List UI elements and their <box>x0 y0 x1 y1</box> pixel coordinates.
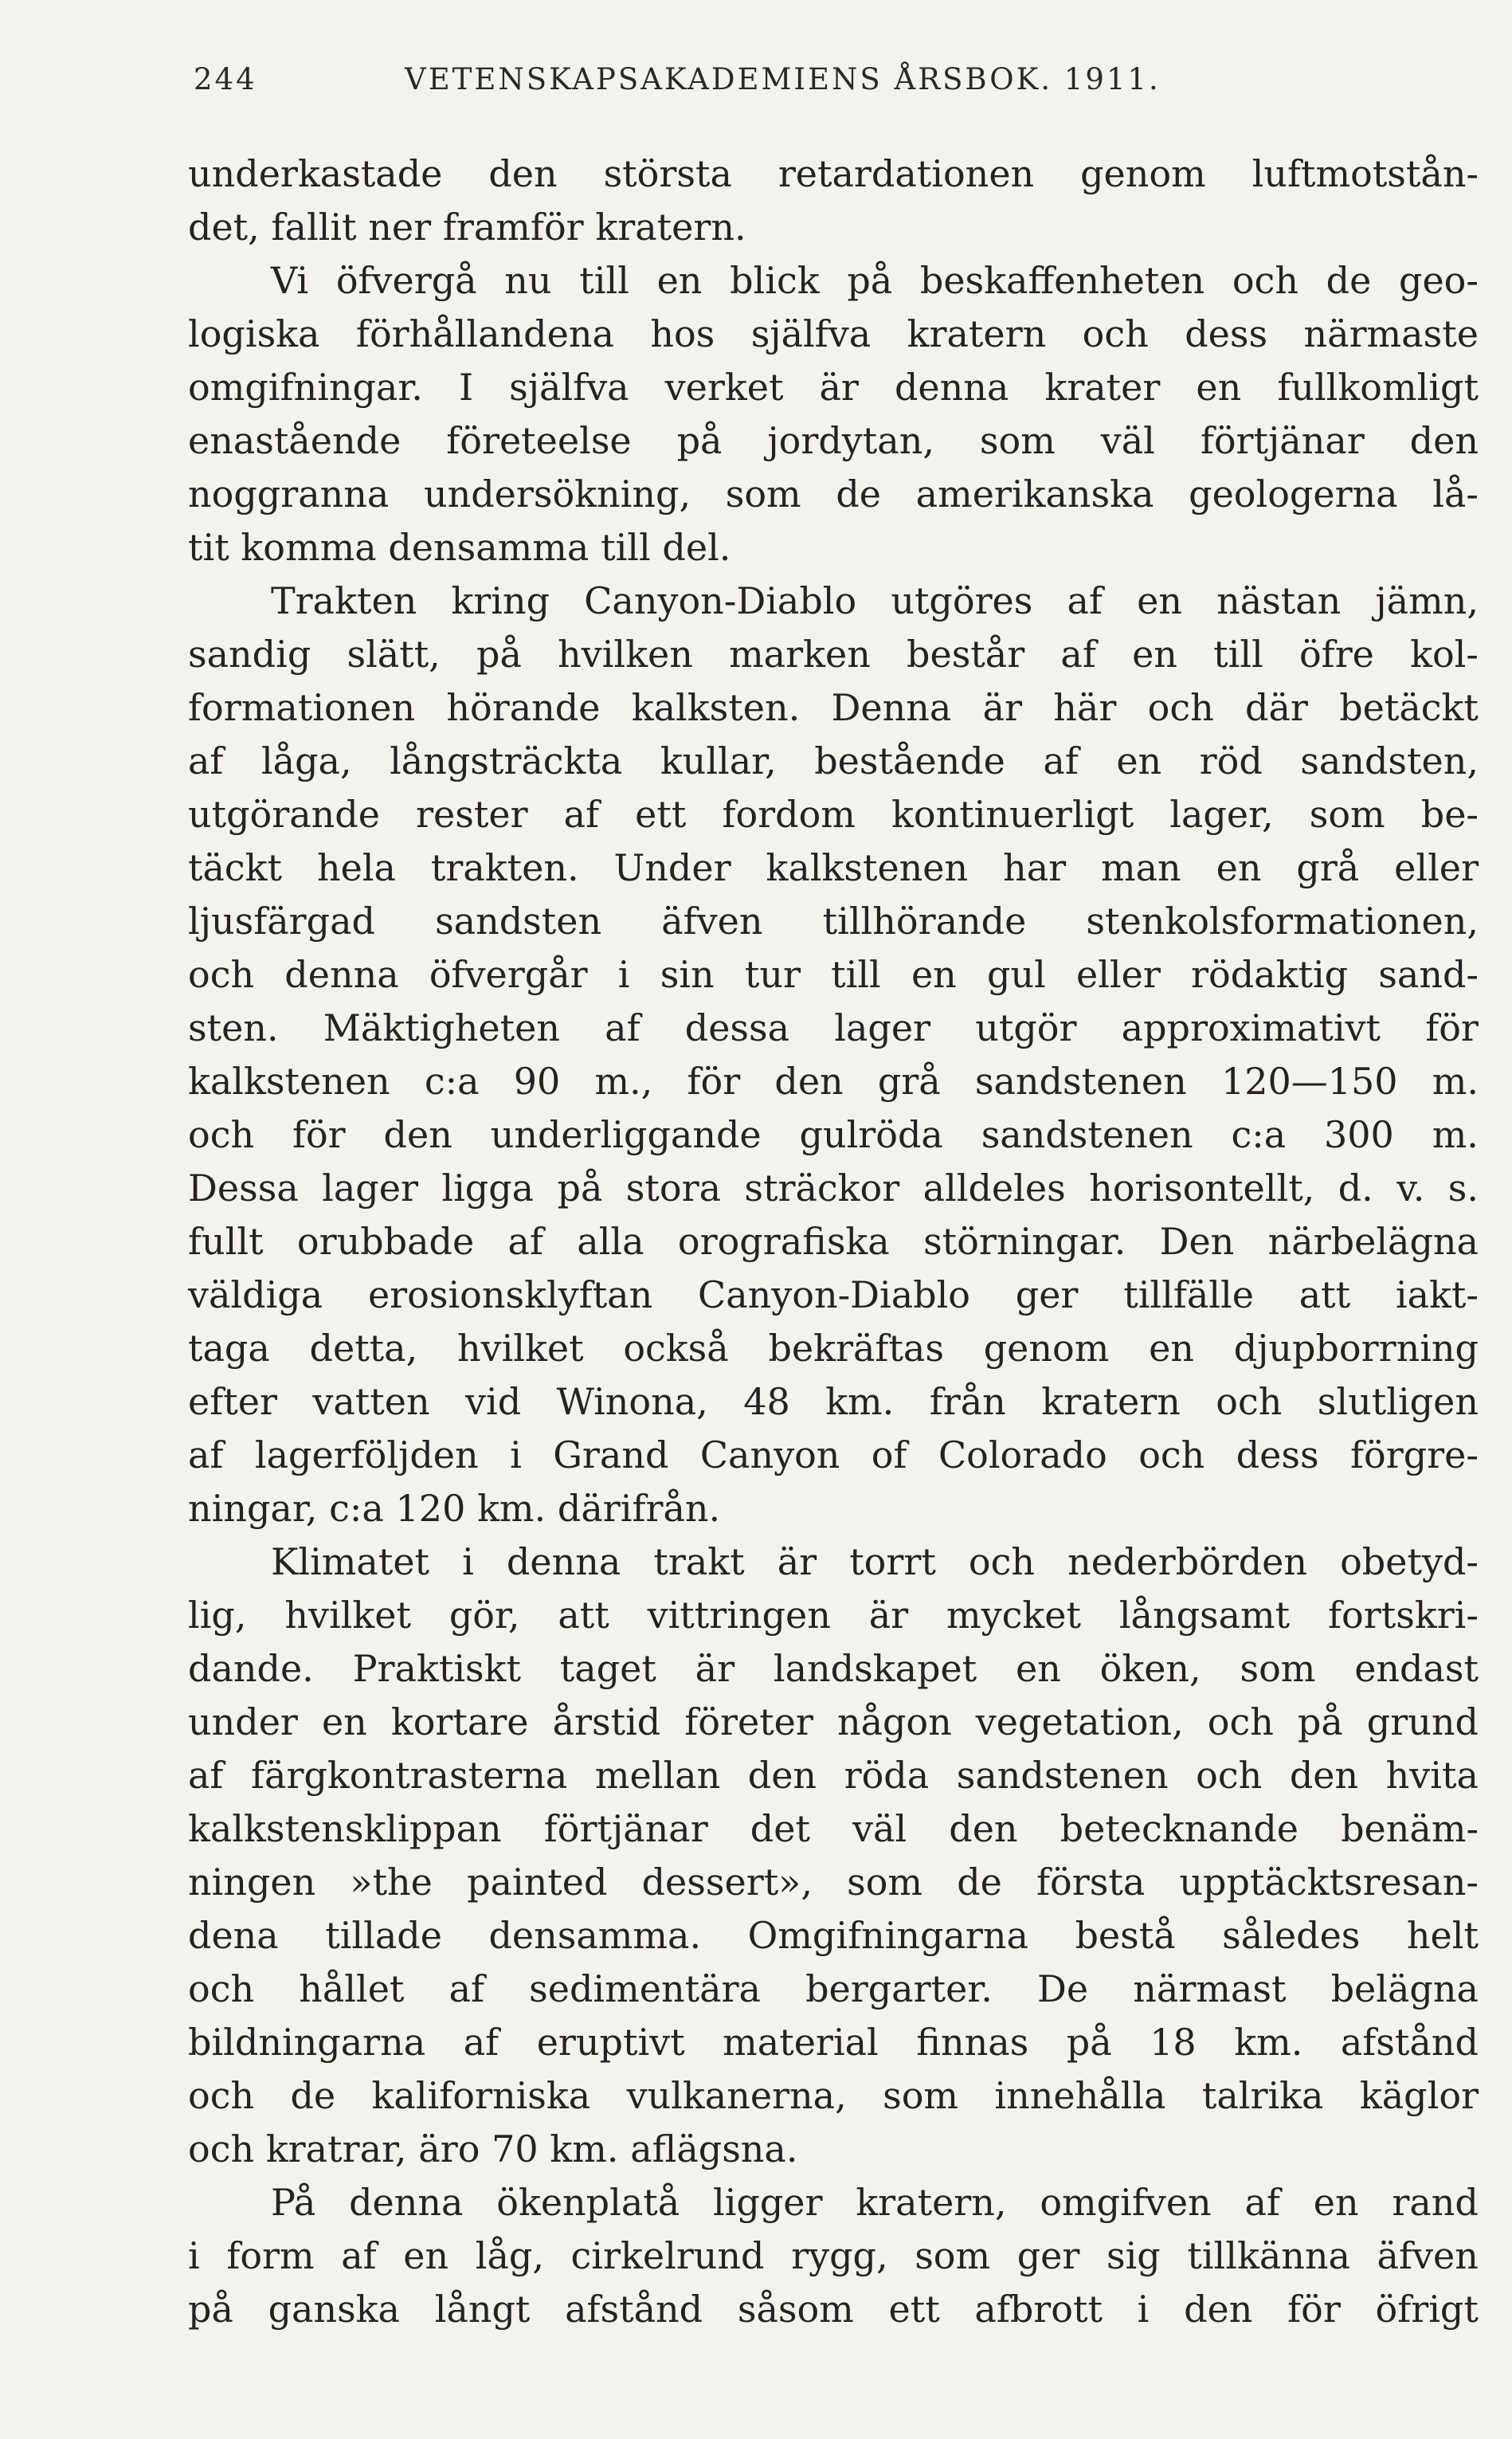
text-line: Vi öfvergå nu till en blick på beskaffenheten och de geo- <box>271 259 1479 302</box>
text-line: det, fallit ner framför kratern. <box>188 206 746 249</box>
text-line: ljusfärgad sandsten äfven tillhörande stenkolsformationen, <box>188 900 1479 943</box>
text-line: sten. Mäktigheten af dessa lager utgör approximativt för <box>188 1006 1479 1049</box>
text-line: noggranna undersökning, som de amerikanska geologerna lå- <box>188 473 1479 516</box>
text-line: och denna öfvergår i sin tur till en gul eller rödaktig sand- <box>188 953 1479 996</box>
running-header <box>194 62 1309 96</box>
text-line: taga detta, hvilket också bekräftas genom en djupborrning <box>188 1327 1479 1370</box>
text-line: af färgkontrasterna mellan den röda sandstenen och den hvita <box>188 1754 1479 1797</box>
text-line: och kratrar, äro 70 km. aflägsna. <box>188 2127 798 2170</box>
text-line: sandig slätt, på hvilken marken består af en till öfre kol- <box>188 633 1479 676</box>
text-line: i form af en låg, cirkelrund rygg, som ger sig tillkänna äfven <box>188 2234 1479 2277</box>
text-line: kalkstensklippan förtjänar det väl den betecknande benäm- <box>188 1807 1479 1850</box>
text-line: täckt hela trakten. Under kalkstenen har man en grå eller <box>188 846 1479 889</box>
running-title: VETENSKAPSAKADEMIENS ÅRSBOK. 1911. <box>405 62 1161 96</box>
text-line: formationen hörande kalksten. Denna är här och där betäckt <box>188 686 1479 729</box>
text-line: af låga, långsträckta kullar, bestående af en röd sandsten, <box>188 739 1479 782</box>
text-line: och för den underliggande gulröda sandstenen c:a 300 m. <box>188 1113 1479 1156</box>
text-line: bildningarna af eruptivt material finnas på 18 km. afstånd <box>188 2021 1479 2064</box>
page-number: 244 <box>194 62 257 96</box>
text-line: väldiga erosionsklyftan Canyon-Diablo ger tillfälle att iakt- <box>188 1273 1479 1316</box>
text-line: På denna ökenplatå ligger kratern, omgifven af en rand <box>271 2181 1479 2224</box>
text-line: Trakten kring Canyon-Diablo utgöres af en nästan jämn, <box>271 579 1479 622</box>
text-line: Klimatet i denna trakt är torrt och nederbörden obetyd- <box>271 1540 1479 1583</box>
text-line: under en kortare årstid företer någon vegetation, och på grund <box>188 1700 1479 1743</box>
text-line: fullt orubbade af alla orografiska störningar. Den närbelägna <box>188 1220 1479 1263</box>
text-line: ningar, c:a 120 km. därifrån. <box>188 1487 721 1530</box>
text-line: logiska förhållandena hos själfva kratern och dess närmaste <box>188 312 1479 355</box>
text-line: utgörande rester af ett fordom kontinuerligt lager, som be- <box>188 793 1479 836</box>
text-line: kalkstenen c:a 90 m., för den grå sandstenen 120—150 m. <box>188 1060 1479 1103</box>
text-line: dande. Praktiskt taget är landskapet en öken, som endast <box>188 1647 1479 1690</box>
text-line: tit komma densamma till del. <box>188 526 731 569</box>
text-line: underkastade den största retardationen genom luftmotstån- <box>188 152 1479 195</box>
text-line: efter vatten vid Winona, 48 km. från kratern och slutligen <box>188 1380 1479 1423</box>
text-line: ningen »the painted dessert», som de första upptäcktsresan- <box>188 1861 1479 1904</box>
text-line: på ganska långt afstånd såsom ett afbrott i den för öfrigt <box>188 2288 1479 2331</box>
text-line: och hållet af sedimentära bergarter. De närmast belägna <box>188 1967 1479 2010</box>
text-line: dena tillade densamma. Omgifningarna bestå således helt <box>188 1914 1479 1957</box>
text-line: och de kaliforniska vulkanerna, som innehålla talrika käglor <box>188 2074 1479 2117</box>
body-text <box>188 147 1479 2336</box>
text-line: enastående företeelse på jordytan, som väl förtjänar den <box>188 419 1479 462</box>
text-line: omgifningar. I själfva verket är denna krater en fullkomligt <box>188 366 1479 409</box>
text-line: lig, hvilket gör, att vittringen är mycket långsamt fortskri- <box>188 1594 1479 1637</box>
text-line: Dessa lager ligga på stora sträckor alldeles horisontellt, d. v. s. <box>188 1167 1479 1210</box>
text-line: af lagerföljden i Grand Canyon of Colorado och dess förgre- <box>188 1433 1479 1476</box>
